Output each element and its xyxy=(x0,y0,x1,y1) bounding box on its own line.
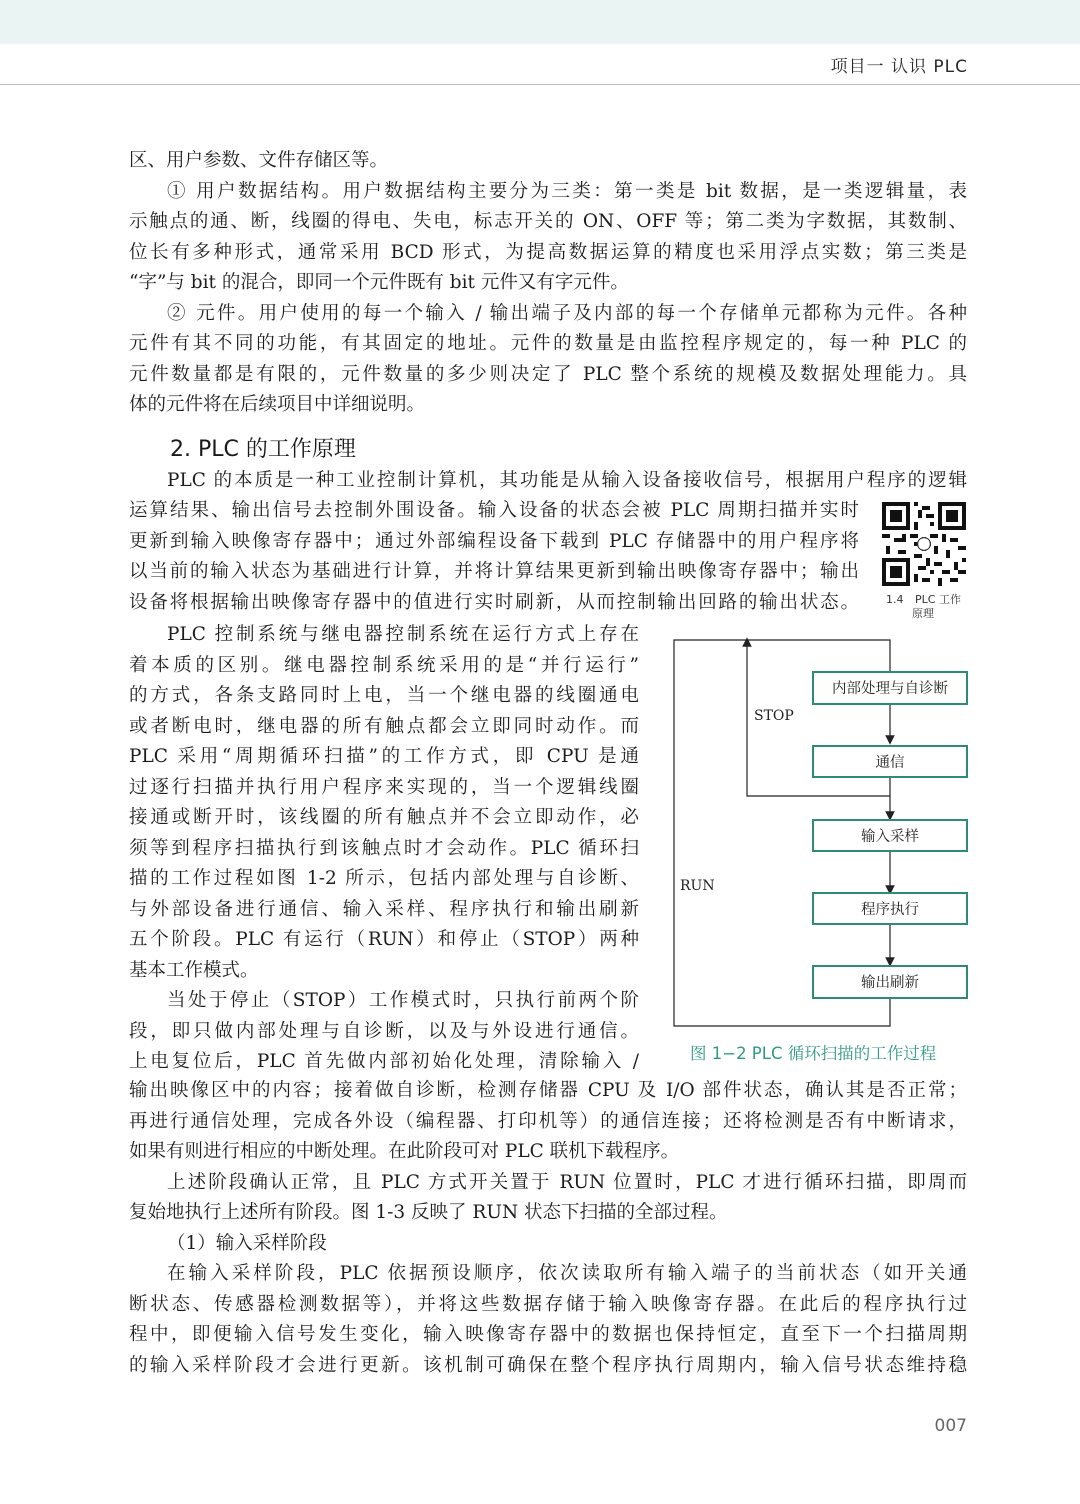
text-line: 描的工作过程如图 1-2 所示，包括内部处理与自诊断、 xyxy=(129,868,639,889)
text-line: 元件数量都是有限的，元件数量的多少则决定了 PLC 整个系统的规模及数据处理能力。具 xyxy=(129,363,967,385)
text-line: 五个阶段。PLC 有运行（RUN）和停止（STOP）两种 xyxy=(129,929,639,950)
text-line: PLC 的本质是一种工业控制计算机，其功能是从输入设备接收信号，根据用户程序的逻辑 xyxy=(167,470,967,491)
text-line: 或者断电时，继电器的所有触点都会立即同时动作。而 xyxy=(129,715,639,737)
text-line: 以当前的输入状态为基础进行计算，并将计算结果更新到输出映像寄存器中；输出 xyxy=(129,561,859,582)
body-text-side xyxy=(129,620,639,1078)
figure-caption: 图 1−2 PLC 循环扫描的工作过程 xyxy=(690,1044,937,1063)
qr-caption xyxy=(886,593,978,621)
text-line: 程中，即便输入信号发生变化，输入映像寄存器中的数据也保持恒定，直至下一个扫描周期 xyxy=(129,1324,967,1345)
text-line: 示触点的通、断，线圈的得电、失电，标志开关的 ON、OFF 等；第二类为字数据，其数制、 xyxy=(129,211,967,232)
qr-caption-number: 1.4 xyxy=(886,593,904,606)
text-line: 元件有其不同的功能，有其固定的地址。元件的数量是由监控程序规定的，每一种 PLC 的 xyxy=(129,333,967,354)
process-box-label: 输出刷新 xyxy=(861,975,919,991)
text-line: 体的元件将在后续项目中详细说明。 xyxy=(129,394,426,415)
scan-cycle-diagram xyxy=(670,636,980,1036)
text-line: 运算结果、输出信号去控制外围设备。输入设备的状态会被 PLC 周期扫描并实时 xyxy=(129,500,859,521)
text-line: 设备将根据输出映像寄存器中的值进行实时刷新，从而控制输出回路的输出状态。 xyxy=(129,591,859,613)
text-line: 接通或断开时，该线圈的所有触点并不会立即动作，必 xyxy=(129,807,639,828)
text-line: 过逐行扫描并执行用户程序来实现的，当一个逻辑线圈 xyxy=(129,776,639,798)
body-text-top xyxy=(129,146,967,421)
text-line: 复始地执行上述所有阶段。图 1-3 反映了 RUN 状态下扫描的全部过程。 xyxy=(129,1202,728,1223)
subheading: （1）输入采样阶段 xyxy=(167,1232,327,1254)
qr-code-icon[interactable] xyxy=(882,502,966,586)
running-header: 项目一 认识 PLC xyxy=(830,57,968,77)
text-line: 与外部设备进行通信、输入采样、程序执行和输出刷新 xyxy=(129,898,639,920)
text-line: 的输入采样阶段才会进行更新。该机制可确保在整个程序执行周期内，输入信号状态维持稳 xyxy=(129,1354,967,1376)
text-line: 着本质的区别。继电器控制系统采用的是“并行运行” xyxy=(129,654,639,676)
text-line: 如果有则进行相应的中断处理。在此阶段可对 PLC 联机下载程序。 xyxy=(129,1141,680,1162)
text-line: 当处于停止（STOP）工作模式时，只执行前两个阶 xyxy=(167,990,639,1011)
text-line: 断状态、传感器检测数据等），并将这些数据存储于输入映像寄存器。在此后的程序执行过 xyxy=(129,1293,967,1315)
text-line: 上电复位后，PLC 首先做内部初始化处理，清除输入 / xyxy=(129,1051,639,1072)
body-text-qr-wrap xyxy=(129,496,859,618)
process-box-label: 内部处理与自诊断 xyxy=(832,681,948,697)
text-line: 基本工作模式。 xyxy=(129,959,259,981)
text-line: 在输入采样阶段，PLC 依据预设顺序，依次读取所有输入端子的当前状态（如开关通 xyxy=(167,1263,967,1284)
process-box-label: 通信 xyxy=(875,755,905,771)
text-line: 更新到输入映像寄存器中；通过外部编程设备下载到 PLC 存储器中的用户程序将 xyxy=(129,530,859,552)
qr-caption-title-2: 原理 xyxy=(912,607,934,620)
text-line: “字”与 bit 的混合，即同一个元件既有 bit 元件又有字元件。 xyxy=(129,272,629,293)
run-label: RUN xyxy=(680,878,715,894)
text-line: 的方式，各条支路同时上电，当一个继电器的线圈通电 xyxy=(129,685,639,706)
header-band xyxy=(0,0,1080,44)
process-box-label: 输入采样 xyxy=(861,829,919,845)
text-line: ② 元件。用户使用的每一个输入 / 输出端子及内部的每一个存储单元都称为元件。各种 xyxy=(167,302,967,324)
text-line: 输出映像区中的内容；接着做自诊断，检测存储器 CPU 及 I/O 部件状态，确认其是否正常； xyxy=(129,1080,967,1101)
text-line: 上述阶段确认正常，且 PLC 方式开关置于 RUN 位置时，PLC 才进行循环扫描，即周而 xyxy=(167,1171,967,1193)
text-line: 须等到程序扫描执行到该触点时才会动作。PLC 循环扫 xyxy=(129,837,639,859)
process-box-label: 程序执行 xyxy=(861,902,919,918)
section-heading: 2. PLC 的工作原理 xyxy=(170,437,356,462)
qr-caption-title: PLC 工作 xyxy=(915,593,961,606)
body-text-qr xyxy=(129,466,967,497)
text-line: 区、用户参数、文件存储区等。 xyxy=(129,150,389,171)
text-line: ① 用户数据结构。用户数据结构主要分为三类：第一类是 bit 数据，是一类逻辑量，表 xyxy=(167,180,967,202)
text-line: 再进行通信处理，完成各外设（编程器、打印机等）的通信连接；还将检测是否有中断请求， xyxy=(129,1110,967,1132)
text-line: 位长有多种形式，通常采用 BCD 形式，为提高数据运算的精度也采用浮点实数；第三类是 xyxy=(129,241,967,263)
header-rule xyxy=(0,84,1080,85)
text-line: PLC 控制系统与继电器控制系统在运行方式上存在 xyxy=(167,624,639,645)
text-line: PLC 采用“周期循环扫描”的工作方式，即 CPU 是通 xyxy=(129,746,639,767)
stop-label: STOP xyxy=(754,708,794,724)
page-number: 007 xyxy=(934,1416,967,1436)
text-line: 段，即只做内部处理与自诊断，以及与外设进行通信。 xyxy=(129,1020,639,1042)
body-text-bottom xyxy=(129,1076,967,1381)
